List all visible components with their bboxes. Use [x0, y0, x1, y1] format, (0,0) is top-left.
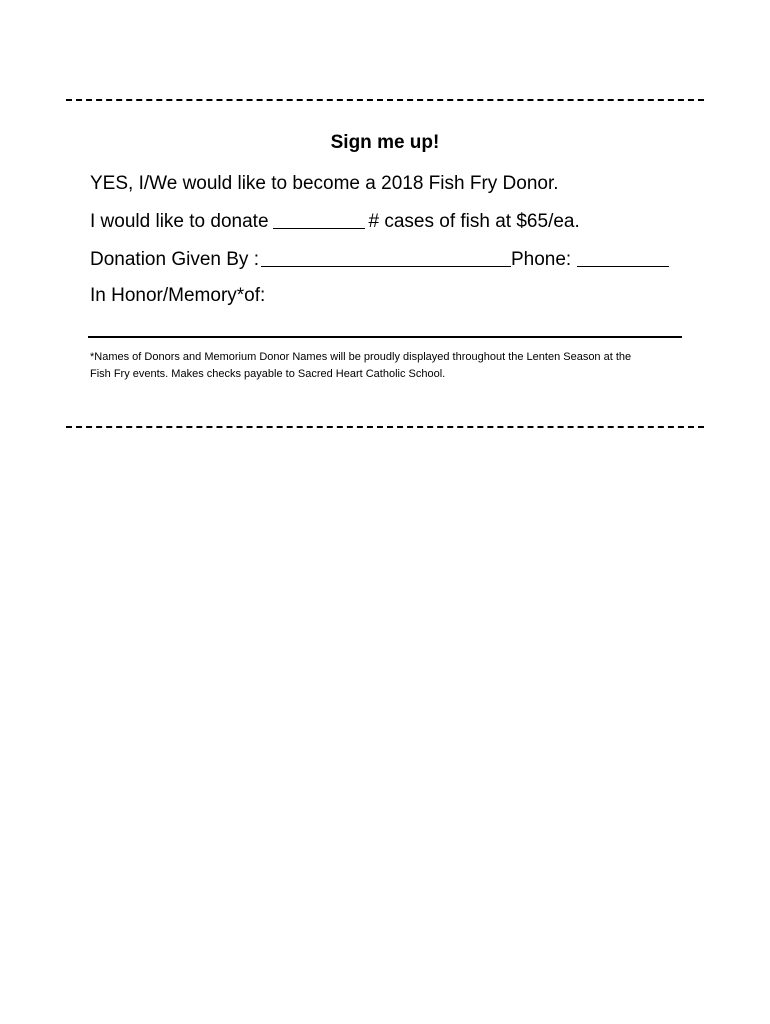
top-cut-line — [66, 99, 704, 101]
donor-name-blank-field[interactable] — [261, 248, 511, 267]
donation-given-by-label: Donation Given By : — [90, 249, 259, 270]
footnote-line-1: *Names of Donors and Memorium Donor Names will be proudly displayed throughout the Lenten Season at the — [90, 351, 632, 363]
donation-given-by-row — [90, 246, 669, 272]
donor-statement: YES, I/We would like to become a 2018 Fish Fry Donor. — [90, 173, 559, 194]
form-title: Sign me up! — [330, 132, 440, 153]
phone-blank-field[interactable] — [577, 248, 669, 267]
footnote-line-2: Fish Fry events. Makes checks payable to Sacred Heart Catholic School. — [90, 368, 446, 380]
phone-label: Phone: — [510, 249, 572, 270]
cases-price-label: # cases of fish at $65/ea. — [368, 211, 580, 232]
bottom-cut-line — [66, 426, 704, 428]
honor-memory-label: In Honor/Memory*of: — [90, 285, 266, 306]
honor-memory-blank-field[interactable] — [88, 336, 682, 338]
footnote — [90, 349, 690, 383]
cases-blank-field[interactable] — [273, 210, 365, 229]
donate-cases-label: I would like to donate — [90, 211, 269, 232]
donate-cases-row — [90, 208, 580, 234]
